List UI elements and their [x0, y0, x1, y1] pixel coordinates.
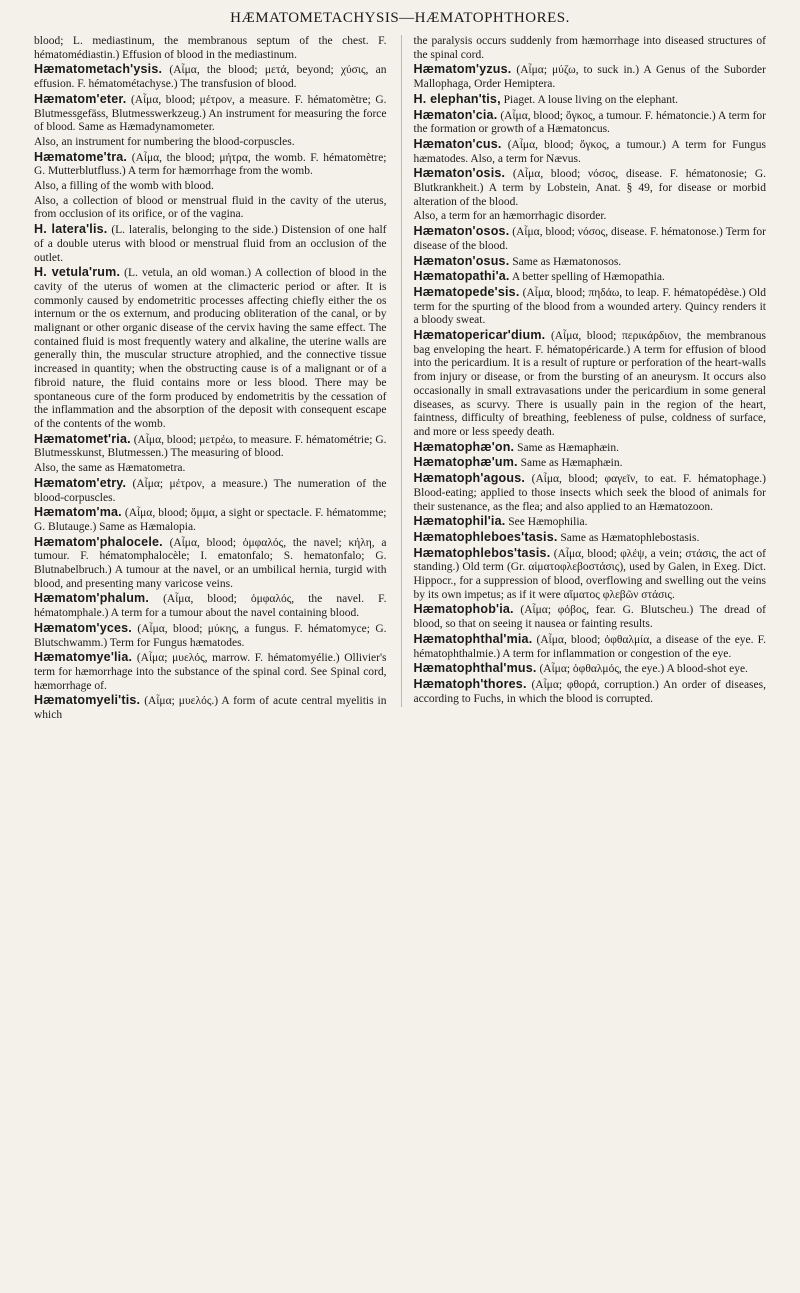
dictionary-entry: [414, 531, 767, 546]
dictionary-entry: [34, 136, 387, 150]
entry-definition: (Αἷμα; μυελός.) A form of acute central myelitis in which: [34, 695, 387, 722]
dictionary-entry: [34, 477, 387, 505]
entry-headword: Hæmatomyeli'tis.: [34, 693, 141, 708]
dictionary-entry: [34, 506, 387, 534]
entry-headword: Hæmatom'etry.: [34, 475, 127, 490]
entry-headword: Hæmatom'ma.: [34, 505, 122, 520]
dictionary-entry: [34, 266, 387, 431]
entry-headword: Hæmaton'osus.: [413, 253, 510, 268]
entry-definition: (Αἷμα, blood; μύκης, a fungus. F. hématomyce; G. Blutschwamm.) Term for Fungus hæmatodes.: [34, 622, 387, 649]
entry-definition: Also, a term for an hæmorrhagic disorder.: [413, 210, 607, 223]
dictionary-entry: [414, 633, 767, 661]
entry-headword: Hæmatophæ'um.: [413, 455, 518, 470]
dictionary-entry: [414, 456, 767, 471]
entry-headword: Hæmatopede'sis.: [413, 284, 520, 299]
right-column: [401, 35, 767, 707]
dictionary-entry: [414, 329, 767, 440]
dictionary-entry: [414, 109, 767, 137]
entry-headword: Hæmatopericar'dium.: [413, 328, 546, 343]
entry-headword: Hæmatom'phalocele.: [34, 534, 163, 549]
dictionary-entry: [34, 180, 387, 194]
dictionary-entry: [414, 286, 767, 328]
dictionary-entry: [34, 433, 387, 461]
dictionary-entry: [34, 223, 387, 265]
dictionary-entry: [414, 662, 767, 677]
entry-headword: Hæmatophlebos'tasis.: [413, 545, 551, 560]
entry-definition: the paralysis occurs suddenly from hæmorrhage into diseased structures of the spinal cord.: [413, 35, 766, 61]
dictionary-entry: [414, 270, 767, 285]
entry-definition: Also, a collection of blood or menstrual fluid in the cavity of the uterus, from occlusion of its orifice, or of the vagina.: [34, 194, 387, 221]
dictionary-entry: [414, 603, 767, 631]
entry-headword: Hæmatophleboes'tasis.: [413, 529, 558, 544]
entry-definition: (Αἷμα, blood; ὀφθαλμία, a disease of the eye. F. hématophthalmie.) A term for inflammation or congestion of the eye.: [413, 633, 767, 660]
dictionary-entry: [414, 210, 767, 224]
entry-headword: Hæmatomye'lia.: [34, 650, 133, 665]
entry-headword: Hæmatom'yces.: [34, 620, 132, 635]
entry-definition: (Αἷμα, blood; μέτρον, a measure. F. hématomètre; G. Blutmessgefäss, Blutmesswerkzeug.) An instrument for measuring the force of blood. Same as Hæmadynamometer.: [34, 93, 387, 134]
entry-headword: Hæmatome'tra.: [34, 149, 128, 164]
entry-definition: blood; L. mediastinum, the membranous septum of the chest. F. hématomédiastin.) Effusion of blood in the mediastinum.: [34, 35, 387, 61]
dictionary-entry: [34, 63, 387, 91]
entry-definition: (Αἷμα; μέτρον, a measure.) The numeration of the blood-corpuscles.: [34, 477, 387, 504]
entry-definition: (Αἷμα; μυελός, marrow. F. hématomyélie.) Ollivier's term for hæmorrhage into the substance of the spinal cord. See Spinal cord, hæmorrhage of.: [34, 652, 387, 692]
entry-definition: Piaget. A louse living on the elephant.: [503, 93, 679, 106]
entry-definition: (Αἷμα, blood; πηδάω, to leap. F. hématopédèse.) Old term for the spurting of the blood from a wounded artery. Quincy renders it a bloody sweat.: [413, 286, 767, 327]
entry-definition: Same as Hæmatonosos.: [512, 255, 622, 268]
dictionary-entry: [414, 225, 767, 253]
entry-definition: Also, an instrument for numbering the blood-corpuscles.: [34, 135, 295, 148]
entry-definition: (Αἷμα, blood; ὀμφαλός, the navel. F. hématomphale.) A term for a tumour about the navel containing blood.: [34, 593, 387, 620]
entry-headword: H. latera'lis.: [34, 222, 108, 237]
entry-headword: H. elephan'tis,: [413, 91, 501, 106]
entry-definition: (Αἷμα; φόβος, fear. G. Blutscheu.) The dread of blood, so that on seeing it nausea or fainting results.: [413, 604, 766, 631]
dictionary-entry: [34, 694, 387, 722]
dictionary-entry: [34, 592, 387, 620]
entry-headword: Hæmatom'phalum.: [34, 591, 150, 606]
dictionary-entry: [34, 651, 387, 693]
entry-headword: Hæmatophob'ia.: [413, 602, 514, 617]
entry-definition: (Αἷμα, the blood; μετά, beyond; χύσις, an effusion. F. hématométachyse.) The transfusion of blood.: [34, 64, 387, 91]
left-column: [34, 35, 387, 724]
dictionary-entry: [414, 93, 767, 108]
entry-headword: Hæmatom'yzus.: [413, 62, 512, 77]
entry-headword: Hæmaton'osos.: [413, 224, 510, 239]
entry-definition: (Αἷμα, blood; ὄγκος, a tumour.) A term for Fungus hæmatodes. Also, a term for Nævus.: [413, 138, 767, 165]
entry-headword: Hæmatoph'agous.: [413, 471, 526, 486]
running-head: HÆMATOMETACHYSIS—HÆMATOPHTHORES.: [230, 10, 570, 26]
entry-definition: (L. vetula, an old woman.) A collection of blood in the cavity of the uterus of women at the climacteric period or after. It is commonly caused by endometritic processes affecting chiefly either the os internum or the os externum, and producing obliteration of the canal, or by malignant or other organic disease of the cervix having the same effect. The contained fluid is most frequently watery and alkaline, the uterine walls are generally thin, the muscular structure atrophied, and the connective tissue increased in quantity; when the obstructing cause is of a malignant or of a fibroid nature, the fluid contains more or less blood. There may be spontaneous cure of the form produced by endometritis by the cessation of the inflammation and the absorption of the deposit with consequent escape of the contents of the womb.: [34, 267, 387, 430]
entry-definition: A better spelling of Hæmopathia.: [511, 271, 665, 284]
entry-definition: (L. lateralis, belonging to the side.) Distension of one half of a double uterus with blood or menstrual fluid from an occlusion of the outlet.: [34, 224, 387, 264]
entry-headword: Hæmatophthal'mia.: [413, 631, 533, 646]
dictionary-entry: [414, 547, 767, 603]
entry-headword: Hæmatom'eter.: [34, 91, 127, 106]
entry-definition: See Hæmophilia.: [508, 516, 588, 529]
dictionary-entry: [414, 35, 767, 62]
entry-definition: (Αἷμα, blood; φαγεῖν, to eat. F. hématophage.) Blood-eating; applied to those insects which seek the blood of animals for their sustenance, as the flea; and also applied to an Hæmatozoon.: [413, 473, 766, 513]
dictionary-entry: [34, 151, 387, 179]
entry-definition: (Αἷμα; μύζω, to suck in.) A Genus of the Suborder Mallophaga, Order Hemiptera.: [413, 64, 766, 91]
entry-headword: Hæmaton'cia.: [413, 107, 498, 122]
entry-headword: Hæmatomet'ria.: [34, 431, 131, 446]
entry-definition: Same as Hæmaphæin.: [517, 441, 619, 454]
entry-definition: (Αἷμα, blood; ὀμφαλός, the navel; κήλη, a tumour. F. hématomphalocèle; I. ematonfalo; S. hematonfalo; G. Blutnabelbruch.) A tumour at the navel, or an umbilical hernia, turgid with blood, and presenting many varicose veins.: [34, 536, 387, 590]
entry-headword: Hæmatometach'ysis.: [34, 62, 163, 77]
dictionary-entry: [414, 472, 767, 514]
entry-definition: (Αἷμα, the blood; μήτρα, the womb. F. hématomètre; G. Mutterblutfluss.) A term for hæmorrhage from the womb.: [34, 151, 387, 178]
entry-headword: Hæmatophil'ia.: [413, 514, 506, 529]
entry-definition: Same as Hæmatophlebostasis.: [560, 531, 700, 544]
entry-definition: (Αἷμα, blood; νόσος, disease. F. hématonose.) Term for disease of the blood.: [413, 226, 766, 252]
dictionary-entry: [414, 255, 767, 270]
dictionary-entry: [414, 515, 767, 530]
entry-headword: Hæmatoph'thores.: [413, 676, 527, 691]
entry-definition: Same as Hæmaphæin.: [520, 457, 623, 470]
entry-definition: Also, a filling of the womb with blood.: [34, 180, 214, 193]
entry-definition: (Αἷμα; ὀφθαλμός, the eye.) A blood-shot eye.: [539, 663, 748, 676]
entry-definition: Also, the same as Hæmatometra.: [34, 462, 186, 475]
entry-definition: (Αἷμα, blood; ὄμμα, a sight or spectacle. F. hématomme; G. Blutauge.) Same as Hæmalopia.: [34, 507, 387, 533]
entry-headword: Hæmatopathi'a.: [413, 269, 510, 284]
dictionary-entry: [34, 536, 387, 592]
entry-headword: Hæmatophæ'on.: [413, 439, 515, 454]
dictionary-entry: [414, 678, 767, 706]
dictionary-entry: [414, 138, 767, 166]
two-column-body: [34, 35, 766, 724]
entry-headword: H. vetula'rum.: [34, 265, 121, 280]
entry-definition: (Αἷμα, blood; ὄγκος, a tumour. F. hématoncie.) A term for the formation or growth of a Hæmatoncus.: [413, 109, 767, 136]
entry-headword: Hæmatophthal'mus.: [413, 661, 537, 676]
dictionary-entry: [414, 441, 767, 456]
dictionary-entry: [34, 622, 387, 650]
dictionary-entry: [34, 35, 387, 62]
dictionary-entry: [414, 63, 767, 91]
dictionary-entry: [414, 167, 767, 209]
dictionary-entry: [34, 462, 387, 476]
entry-headword: Hæmaton'cus.: [413, 136, 502, 151]
entry-definition: (Αἷμα, blood; μετρέω, to measure. F. hématométrie; G. Blutmesskunst, Blutmessen.) The measuring of blood.: [34, 433, 387, 460]
dictionary-entry: [34, 93, 387, 135]
dictionary-entry: [34, 195, 387, 222]
entry-definition: (Αἷμα, blood; φλέψ, a vein; στάσις, the act of standing.) Old term (Gr. αἱματοφλεβοστάσις), used by Galen, in Exeg. Dict. Hippocr., for a suppression of blood, overflowing and swelling out the veins by its own impetus; as if it were αἵματος φλεβῶν στάσις.: [413, 547, 767, 601]
entry-definition: (Αἷμα; φθορά, corruption.) An order of diseases, according to Fuchs, in which the blood is corrupted.: [413, 678, 766, 705]
entry-definition: (Αἷμα, blood; νόσος, disease. F. hématonosie; G. Blutkrankheit.) A term by Lobstein, Anat. § 49, for disease or morbid alteration of the blood.: [413, 168, 767, 208]
entry-definition: (Αἷμα, blood; περικάρδιον, the membranous bag enveloping the heart. F. hématopéricarde.) A term for effusion of blood into the pericardium. It is a result of rupture or perforation of the heart-walls from injury or disease, or from the bursting of an aneurysm. It occurs also occasionally in small extravasations under the pericardium in some general diseases, as scurvy. There is usually pain in the region of the heart, faintness, difficulty of breathing, feebleness of pulse, coldness of surface, and more or less speedy death.: [413, 330, 766, 438]
entry-headword: Hæmaton'osis.: [413, 166, 506, 181]
